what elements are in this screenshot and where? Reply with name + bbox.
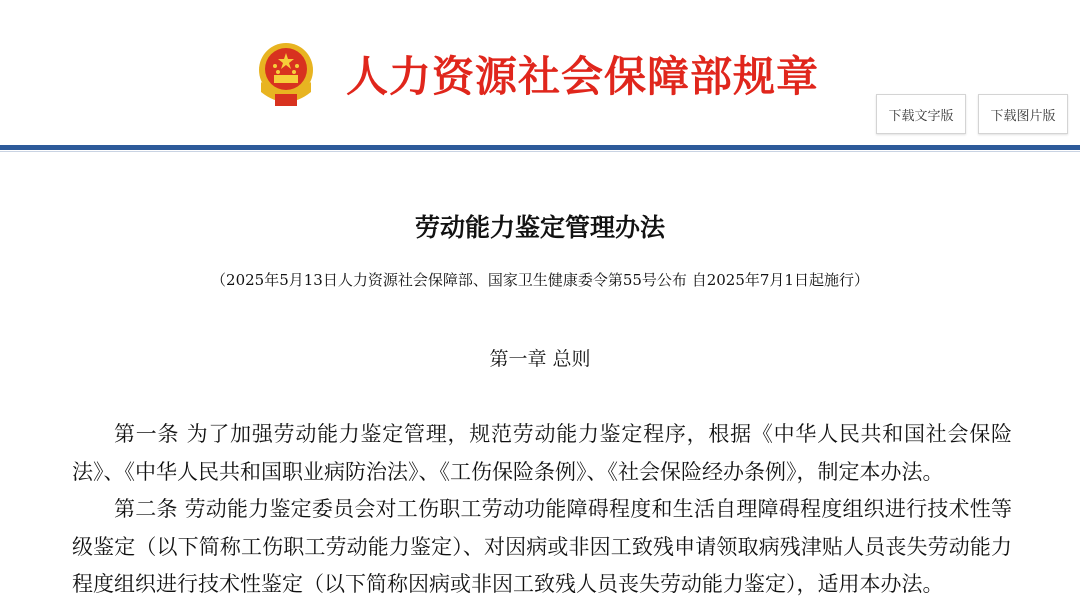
article-paragraph: 第一条 为了加强劳动能力鉴定管理，规范劳动能力鉴定程序，根据《中华人民共和国社会保险法》、《中华人民共和国职业病防治法》、《工伤保险条例》、《社会保险经办条例》，制定本办法。: [72, 422, 1012, 484]
header-divider: [0, 145, 1080, 150]
article-paragraph: 第二条 劳动能力鉴定委员会对工伤职工劳动功能障碍程度和生活自理障碍程度组织进行技术性等级鉴定（以下简称工伤职工劳动能力鉴定）、对因病或非因工致残申请领取病残津贴人员丧失劳动能力程度组织进行技术性鉴定（以下简称因病或非因工致残人员丧失劳动能力鉴定），适用本办法。: [72, 497, 1012, 596]
chapter-heading: 第一章 总则: [489, 348, 591, 370]
download-image-version-button[interactable]: 下载图片版: [978, 94, 1068, 134]
site-title: 人力资源社会保障部规章: [346, 52, 820, 101]
document-subtitle: （2025年5月13日人力资源社会保障部、国家卫生健康委令第55号公布 自2025年7月1日起施行）: [211, 271, 869, 289]
document-title: 劳动能力鉴定管理办法: [414, 213, 665, 242]
download-text-version-button[interactable]: 下载文字版: [876, 94, 966, 134]
document-body: [72, 416, 1012, 604]
national-emblem-icon: [255, 42, 317, 110]
header-divider-thin: [0, 151, 1080, 152]
